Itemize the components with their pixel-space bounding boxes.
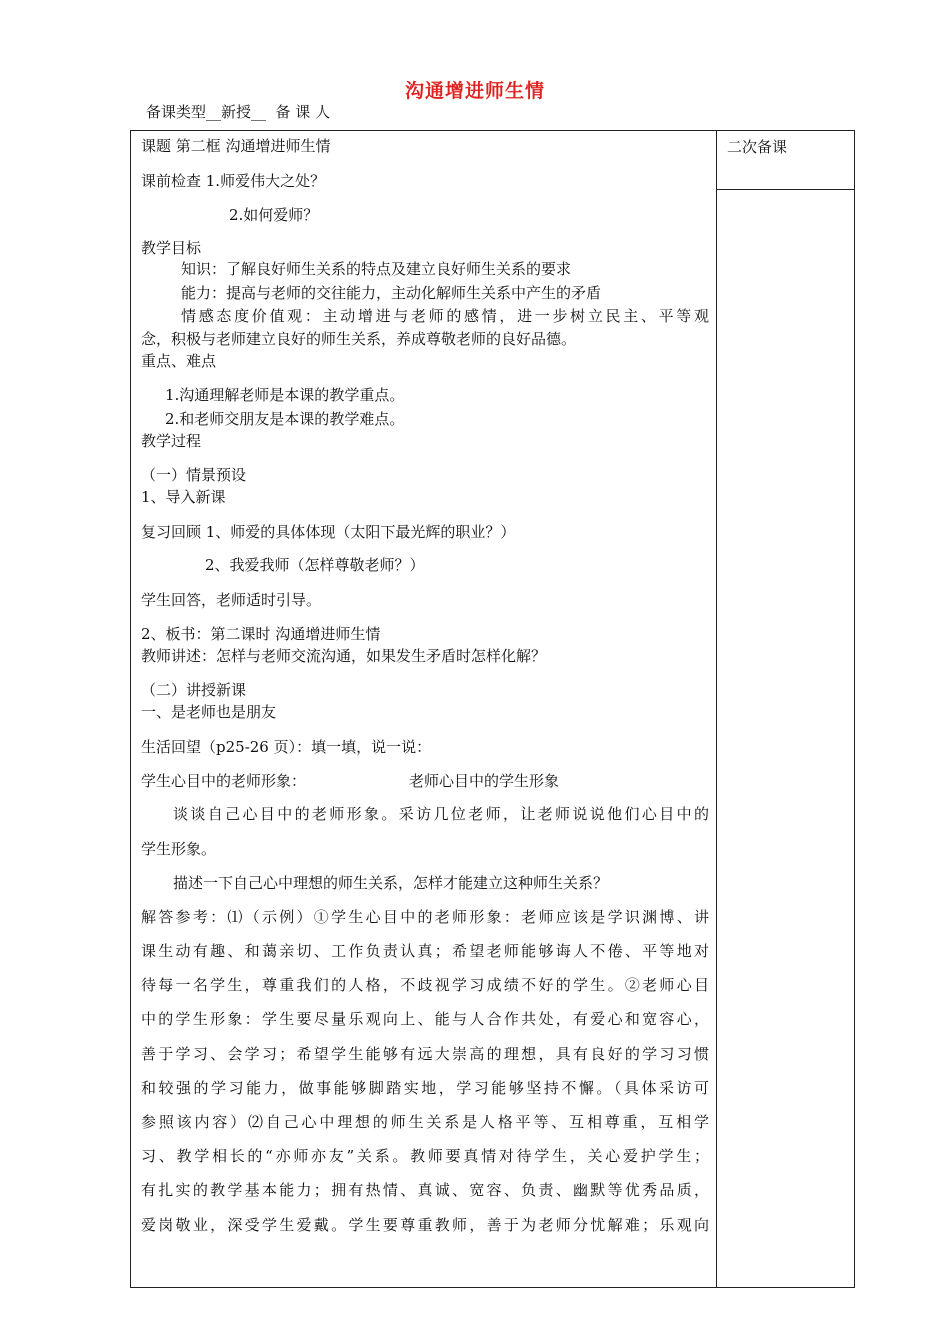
- goal-knowledge: 知识：了解良好师生关系的特点及建立良好师生关系的要求: [181, 260, 572, 278]
- step-intro: 1、导入新课: [141, 488, 226, 506]
- answer-paragraph-line: 善于学习、会学习；希望学生能够有远大崇高的理想，具有良好的学习习惯: [141, 1045, 709, 1063]
- answer-paragraph-line: 和较强的学习能力，做事能够脚踏实地，学习能够坚持不懈。（具体采访可: [141, 1079, 709, 1097]
- review-item-1: 复习回顾 1、师爱的具体体现（太阳下最光辉的职业？）: [141, 523, 516, 541]
- lesson-topic-line: 课题 第二框 沟通增进师生情: [141, 137, 331, 155]
- discussion-prompt: 谈谈自己心目中的老师形象。采访几位老师，让老师说说他们心目中的: [173, 805, 709, 823]
- discussion-prompt-cont: 学生形象。: [141, 840, 217, 858]
- secondary-prep-header: 二次备课: [727, 138, 788, 156]
- goal-attitude-cont: 念，积极与老师建立良好的师生关系，养成尊敬老师的良好品德。: [141, 330, 577, 348]
- focus-item-2: 2.和老师交朋友是本课的教学难点。: [165, 410, 405, 428]
- side-header-divider: [716, 189, 855, 190]
- section-heading-focus: 重点、难点: [141, 352, 217, 370]
- answer-paragraph-line: 爱岗敬业，深受学生爱戴。学生要尊重教师，善于为老师分忧解难；乐观向: [141, 1216, 709, 1234]
- section-heading-goals: 教学目标: [141, 239, 202, 257]
- answer-paragraph-line: 解答参考：⑴（示例）①学生心目中的老师形象：老师应该是学识渊博、讲: [141, 908, 709, 926]
- subsection-scenario: （一）情景预设: [141, 466, 247, 484]
- section-heading-process: 教学过程: [141, 432, 202, 450]
- answer-paragraph-line: 待每一名学生，尊重我们的人格，不歧视学习成绩不好的学生。②老师心目: [141, 976, 709, 994]
- goal-ability: 能力：提高与老师的交往能力，主动化解师生关系中产生的矛盾: [181, 284, 602, 302]
- teacher-narration-line: 教师讲述：怎样与老师交流沟通，如果发生矛盾时怎样化解？: [141, 647, 547, 665]
- student-view-label: 学生心目中的老师形象：: [141, 772, 307, 790]
- lesson-meta-line: 备课类型__新授__ 备 课 人: [146, 103, 331, 121]
- document-title: 沟通增进师生情: [404, 80, 545, 102]
- pre-check-line: 课前检查 1.师爱伟大之处？: [141, 172, 326, 190]
- column-divider: [716, 131, 717, 1287]
- answer-paragraph-line: 中的学生形象：学生要尽量乐观向上、能与人合作共处，有爱心和宽容心，: [141, 1010, 709, 1028]
- review-item-2: 2、我爱我师（怎样尊敬老师？）: [205, 556, 425, 574]
- subsection-new-lesson: （二）讲授新课: [141, 681, 247, 699]
- teacher-view-label: 老师心目中的学生形象: [409, 772, 560, 790]
- board-writing-line: 2、板书：第二课时 沟通增进师生情: [141, 625, 381, 643]
- student-answer-line: 学生回答，老师适时引导。: [141, 591, 322, 609]
- topic-teacher-friend: 一、是老师也是朋友: [141, 703, 277, 721]
- life-review-line: 生活回望（p25-26 页）：填一填，说一说：: [141, 738, 432, 756]
- goal-attitude: 情感态度价值观：主动增进与老师的感情，进一步树立民主、平等观: [181, 307, 709, 325]
- answer-paragraph-line: 有扎实的教学基本能力；拥有热情、真诚、宽容、负责、幽默等优秀品质，: [141, 1181, 709, 1199]
- answer-paragraph-line: 参照该内容）⑵自己心中理想的师生关系是人格平等、互相尊重，互相学: [141, 1113, 709, 1131]
- ideal-relationship-prompt: 描述一下自己心中理想的师生关系，怎样才能建立这种师生关系？: [173, 874, 609, 892]
- answer-paragraph-line: 课生动有趣、和蔼亲切、工作负责认真；希望老师能够诲人不倦、平等地对: [141, 942, 709, 960]
- lesson-plan-table: [130, 130, 855, 1288]
- focus-item-1: 1.沟通理解老师是本课的教学重点。: [165, 386, 405, 404]
- answer-paragraph-line: 习、教学相长的“亦师亦友”关系。教师要真情对待学生，关心爱护学生；: [141, 1147, 709, 1165]
- pre-check-item-2: 2.如何爱师？: [229, 206, 319, 224]
